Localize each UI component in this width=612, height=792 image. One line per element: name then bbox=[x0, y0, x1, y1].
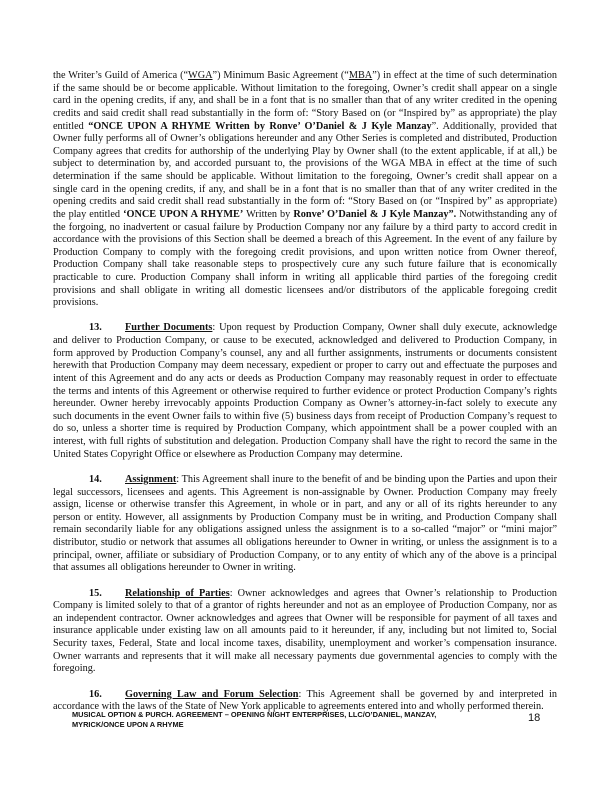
section-13 bbox=[53, 322, 557, 461]
section-text: : Owner acknowledges and agrees that Owner’s relationship to Production Company is limited solely to that of a grantor of rights hereunder and not as an employee of Production Company, nor as an independent contractor. Owner acknowledges and agrees that Owner will be responsible for payment of all taxes and insurance applicable under existing law on all amounts paid to it hereunder, if any, including but not limited to, Social Security taxes, Federal, State and local income taxes, disability, unemployment and worker’s compensation insurance. Owner warrants and represents that it will make all necessary payments due governmental agencies to comply with the foregoing. bbox=[53, 587, 557, 675]
section-15 bbox=[53, 588, 557, 676]
section-title: Further Documents bbox=[125, 322, 213, 334]
defined-term-mba: MBA bbox=[348, 70, 373, 81]
paragraph-credits-continued bbox=[53, 70, 557, 310]
defined-term-wga: WGA bbox=[188, 70, 213, 81]
document-body bbox=[53, 70, 557, 726]
text: ”) Minimum Basic Agreement (“ bbox=[212, 70, 349, 81]
play-title-bold: ‘ONCE UPON A RHYME’ bbox=[123, 208, 244, 220]
section-text: : This Agreement shall inure to the benefit of and be binding upon the Parties and upon their legal successors, licensees and agents. This Agreement is non-assignable by Owner. Production Company may freely assign, license or otherwise transfer this Agreement, in whole or in part, and any or all of its rights hereunder to any person or entity. However, all assignments by Production Company must be in writing, and Production Company shall remain secondarily liable for any obligations assigned unless the assignment is to a so-called “major” or “mini major” distributor, studio or network that assumes all obligations hereunder to Owner in writing, or unless the assignment is to a principal, owner, affiliate or subsidiary of Production Company, or to any entity of which any of the above is a principal that assumes all obligations hereunder to Owner in writing. bbox=[53, 473, 557, 574]
text: ”. Additionally, provided that Owner fully performs all of Owner’s obligations hereunder and any Other Series is completed and distributed, Production Company agrees that credits for authorship of the underlying Play by Owner shall (to the extent applicable, if at all,) be subject to determination by, and accorded pursuant to, the provisions of the WGA MBA in effect at the time of such determination if the same should be applicable. Without limitation to the foregoing, Owner’s credit shall appear on a single card in the opening credits, if any, and shall be in a font that is no smaller than that of any writer credited in the opening credits and said credit shall read substantially in the form of: “Story Based on (or “Inspired by” as appropriate) the play entitled bbox=[53, 120, 557, 220]
section-number: 14. bbox=[89, 473, 102, 485]
section-text: : Upon request by Production Company, Owner shall duly execute, acknowledge and deliver to Production Company, or cause to be executed, acknowledged and delivered to Production Company, in form approved by Production Company’s counsel, any and all further assignments, instruments or documents consistent herewith that Production Company may deem necessary, expedient or proper to carry out and effectuate the purposes and intent of this Agreement and do any acts or deeds as Production Company may reasonably request in order to effectuate the terms and intents of this Agreement or otherwise required to further evidence or protect Production Company’s rights hereunder. Owner hereby irrevocably appoints Production Company as Owner’s attorney-in-fact solely to execute any such documents in the event Owner fails to within five (5) business days from receipt of Production Company’s request to do so, unless a shorter time is required by Production Company, which appointment shall be a power coupled with an interest, with full rights of substitution and delegation. Production Company shall have the right to record the same in the United States Copyright Office or elsewhere as Production Company may determine. bbox=[53, 322, 557, 460]
text: ”) in effect at the time of such determination if the same should be or become applicable. Without limitation to the foregoing, Owner’s credit shall appear on a single card in the opening credits, if any, and shall be in a font that is no smaller than that of any writer credited in the opening credits and said credit shall read substantially in the form of: “Story Based on (or “Inspired by” as appropriate) the play entitled bbox=[53, 70, 557, 132]
text: Written by bbox=[243, 208, 294, 220]
page-number: 18 bbox=[528, 712, 541, 724]
section-text: : This Agreement shall be governed by and interpreted in accordance with the laws of the State of New York applicable to agreements entered into and wholly performed therein. bbox=[53, 688, 557, 713]
section-title: Governing Law and Forum Selection bbox=[125, 688, 299, 700]
authors-bold: Ronve’ O’Daniel & J Kyle Manzay”. bbox=[293, 208, 457, 220]
section-14 bbox=[53, 474, 557, 575]
text: Notwithstanding any of the forgoing, no inadvertent or casual failure by Production Company nor any failure by a third party to accord credit in accordance with the provisions of this Section shall be deemed a breach of this Agreement. In the event of any failure by Production Company to comply with the foregoing credit provisions, and upon written notice from Owner thereof, Production Company shall take reasonable steps to prospectively cure any such future failure that is economically practicable to cure. Production Company shall inform in writing all applicable third parties of the foregoing credit provisions and shall obligate in writing all domestic licensees and/or distributors of the applicable foregoing credit provisions. bbox=[53, 208, 557, 309]
section-title: Relationship of Parties bbox=[125, 587, 230, 599]
text: the Writer’s Guild of America (“ bbox=[53, 70, 189, 81]
section-number: 16. bbox=[89, 688, 102, 700]
section-number: 13. bbox=[89, 322, 102, 334]
footer-title: MUSICAL OPTION & PURCH. AGREEMENT – OPENING NIGHT ENTERPRISES, LLC/O’DANIEL, MANZAY, MYRICK/ONCE UPON A RHYME bbox=[72, 710, 437, 729]
credit-form-bold: “ONCE UPON A RHYME Written by Ronve’ O’Daniel & J Kyle Manzay bbox=[88, 120, 432, 132]
section-number: 15. bbox=[89, 587, 102, 599]
section-title: Assignment bbox=[125, 473, 177, 485]
